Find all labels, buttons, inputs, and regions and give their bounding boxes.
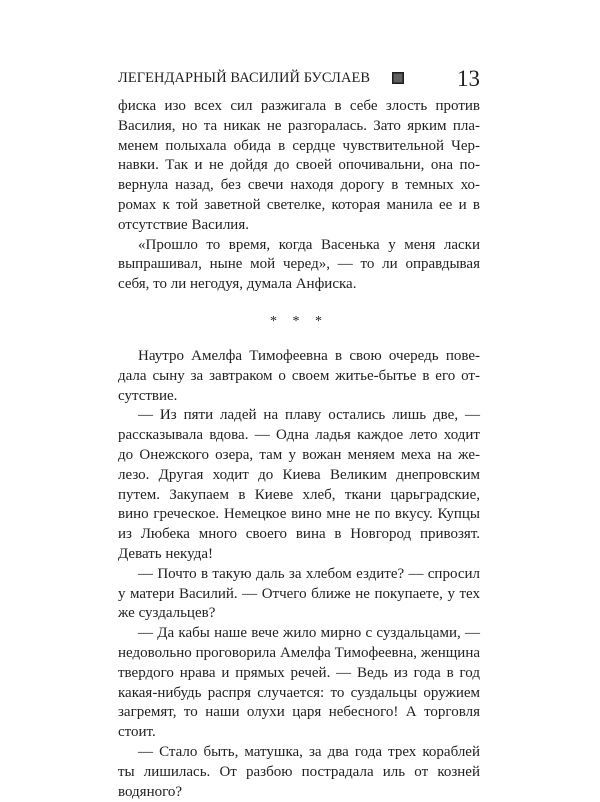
running-title: ЛЕГЕНДАРНЫЙ ВАСИЛИЙ БУСЛАЕВ [118,70,371,86]
paragraph: — Из пяти ладей на плаву остались лишь две, — рассказывала вдова. — Одна ладья каждое лето ходит до Онежского озера, там у вожан меняем меха на железо. Другая ходит до Киева Великим днепровским путем. Закупаем в Киеве хлеб, ткани царьградские, вино греческое. Немецкое вино мне не по вкусу. Купцы из Любека много своего вина в Новгород привозят. Девать некуда! [118,407,480,562]
section-separator: * * * [270,313,328,329]
paragraph: — Да кабы наше вече жило мирно с суздальцами, — недовольно проговорила Амелфа Тимофеевна, женщина твердого нрава и прямых речей. — Ведь из года в год какая-нибудь распря случается: то суздальцы оружием загремят, то наши олухи царя небесного! А торговля стоит. [118,625,480,741]
page-number: 13 [457,66,480,91]
paragraph: Наутро Амелфа Тимофеевна в свою очередь поведала сыну за завтраком о своем житье-бытье в его отсутствие. [118,347,480,404]
page-header [118,66,480,94]
body-text [118,97,480,802]
paragraph: — Почто в такую даль за хлебом ездите? — спросил у матери Василий. — Отчего ближе не покупаете, у тех же суздальцев? [118,565,480,622]
paragraph: — Стало быть, матушка, за два года трех кораблей ты лишилась. От разбою пострадала иль от козней водяного? [118,743,480,800]
paragraph: фиска изо всех сил разжигала в себе злость против Василия, но та никак не разгоралась. Зато ярким пламенем полыхала обида в сердце чувствительной Чернавки. Так и не дойдя до своей опочивальни, она повернула назад, без свечи находя дорогу в темных хоромах к той заветной светелке, которая манила ее и в отсутствие Василия. [118,98,480,233]
square-ornament-icon [392,72,404,84]
paragraph: «Прошло то время, когда Васенька у меня ласки выпрашивал, ныне мой черед», — то ли оправдывая себя, то ли негодуя, думала Анфиска. [118,236,480,293]
